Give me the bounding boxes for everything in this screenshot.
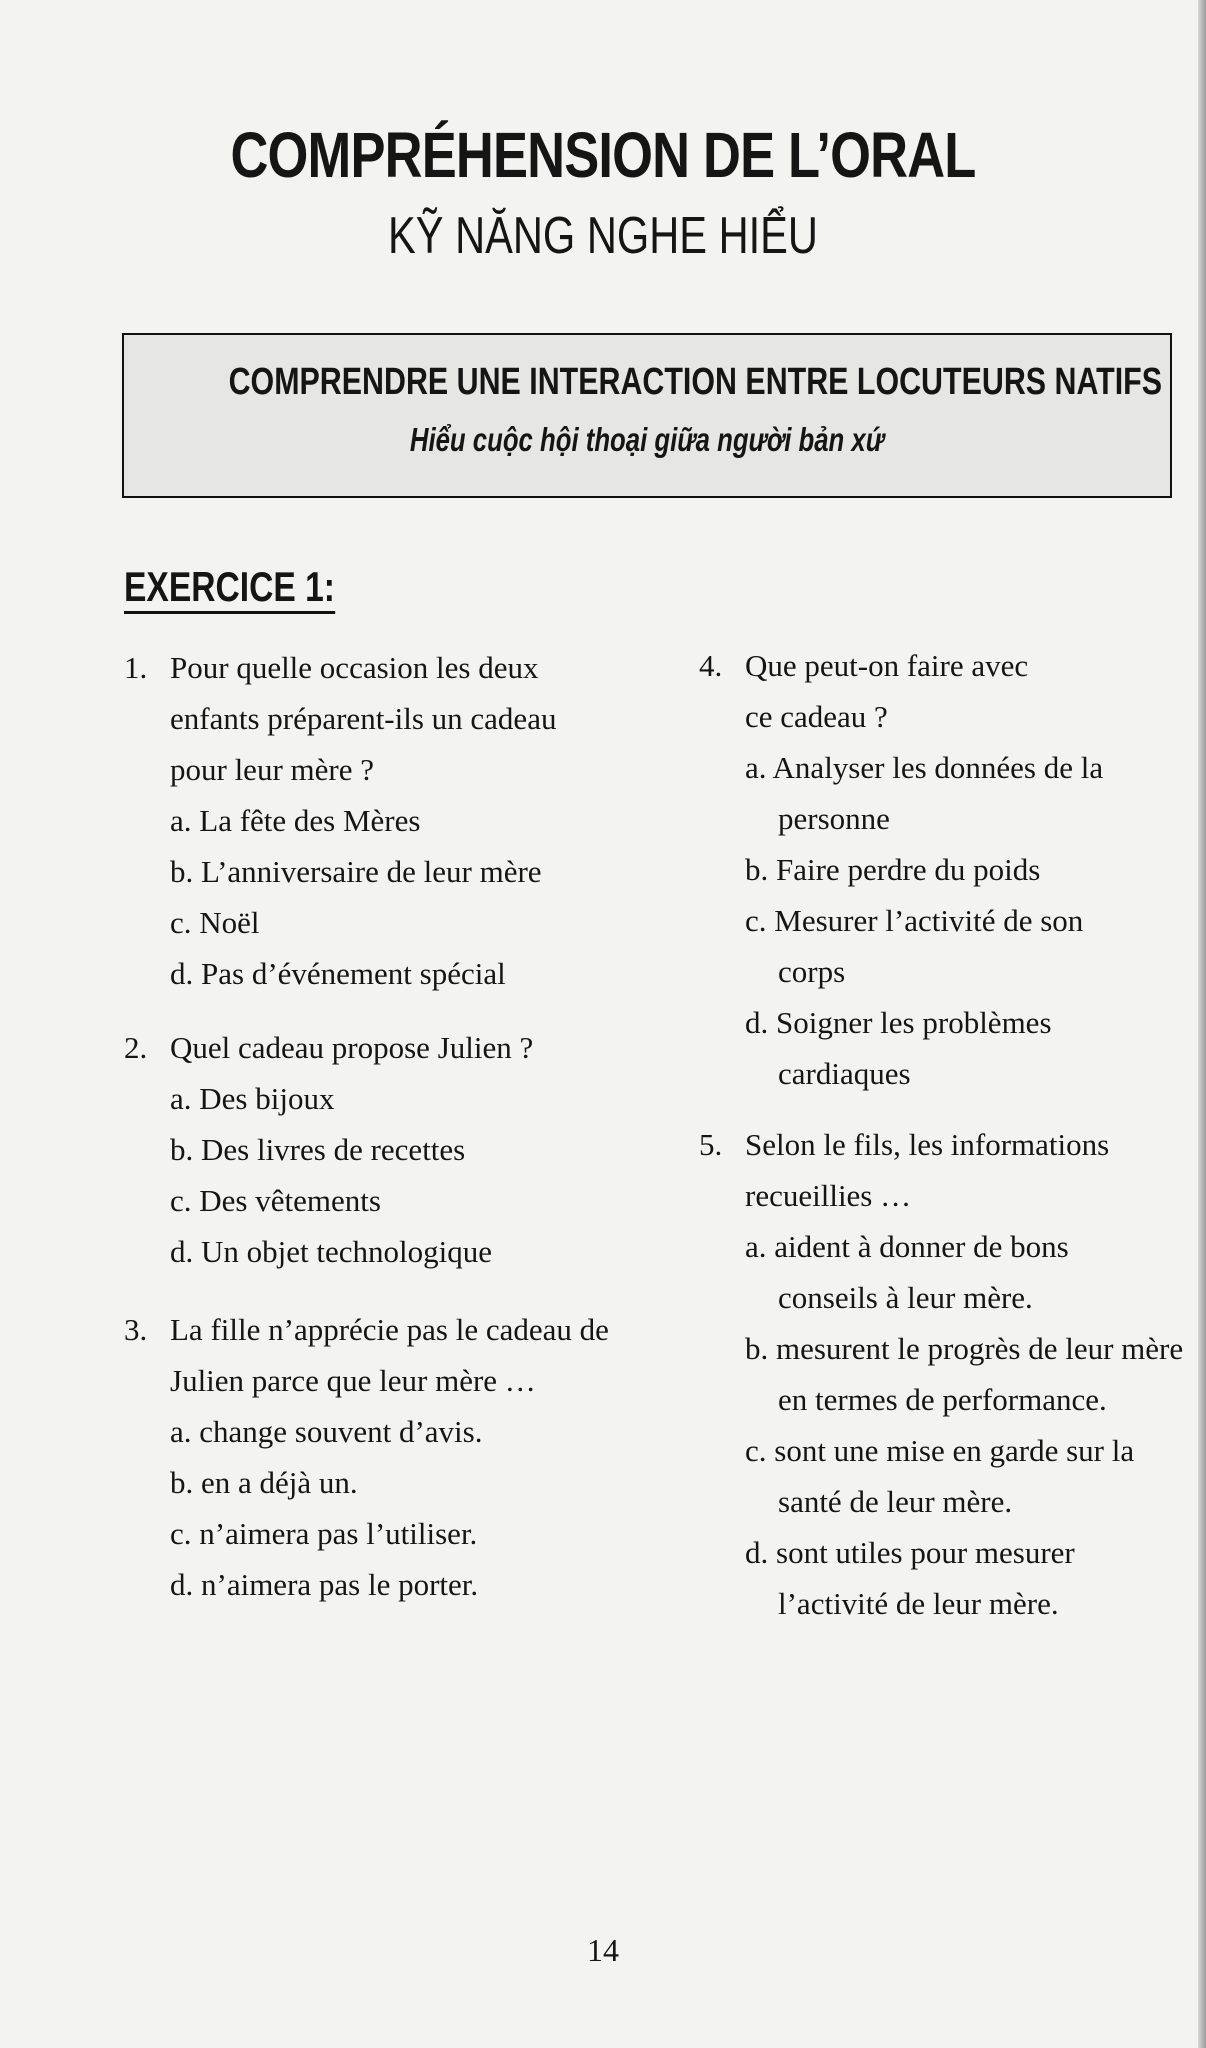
option: b. L’anniversaire de leur mère — [170, 854, 542, 889]
option: a. Analyser les données de la personne — [745, 750, 1104, 836]
question-stem: Que peut-on faire avec ce cadeau ? — [745, 648, 1029, 734]
question-4 — [699, 640, 1189, 1099]
question-stem: Pour quelle occasion les deux enfants préparent-ils un cadeau pour leur mère ? — [170, 650, 557, 787]
page-edge — [1198, 0, 1206, 2048]
option: b. Faire perdre du poids — [745, 852, 1041, 887]
option: d. Pas d’événement spécial — [170, 956, 506, 991]
question-number: 5. — [699, 1127, 723, 1162]
section-subtitle: Hiểu cuộc hội thoại giữa người bản xứ — [409, 421, 885, 458]
option: b. en a déjà un. — [170, 1465, 358, 1500]
question-stem: Quel cadeau propose Julien ? — [170, 1030, 534, 1065]
option: c. Des vêtements — [170, 1183, 381, 1218]
option: c. Noël — [170, 905, 260, 940]
option: c. sont une mise en garde sur la santé de leur mère. — [745, 1433, 1135, 1519]
option: b. Des livres de recettes — [170, 1132, 466, 1167]
option: d. Un objet technologique — [170, 1234, 492, 1269]
question-2 — [124, 1022, 644, 1277]
question-number: 2. — [124, 1030, 148, 1065]
option: a. aident à donner de bons conseils à leur mère. — [745, 1229, 1069, 1315]
question-number: 1. — [124, 650, 148, 685]
option: d. n’aimera pas le porter. — [170, 1567, 479, 1602]
question-stem: La fille n’apprécie pas le cadeau de Julien parce que leur mère … — [170, 1312, 609, 1398]
question-3 — [124, 1304, 644, 1610]
page-subtitle: KỸ NĂNG NGHE HIỂU — [388, 207, 818, 265]
option: c. Mesurer l’activité de son corps — [745, 903, 1084, 989]
page-number: 14 — [587, 1932, 619, 1968]
option: a. change souvent d’avis. — [170, 1414, 483, 1449]
question-number: 4. — [699, 648, 723, 683]
option: b. mesurent le progrès de leur mère en termes de performance. — [745, 1331, 1184, 1417]
page-title: COMPRÉHENSION DE L’ORAL — [230, 119, 976, 191]
question-5 — [699, 1119, 1189, 1629]
question-1 — [124, 642, 644, 999]
option: a. La fête des Mères — [170, 803, 421, 838]
exercise-heading: EXERCICE 1: — [124, 563, 335, 614]
option: d. Soigner les problèmes cardiaques — [745, 1005, 1052, 1091]
question-number: 3. — [124, 1312, 148, 1347]
question-stem: Selon le fils, les informations recueillies … — [745, 1127, 1110, 1213]
option: d. sont utiles pour mesurer l’activité de leur mère. — [745, 1535, 1075, 1621]
section-title: COMPRENDRE UNE INTERACTION ENTRE LOCUTEURS NATIFS — [228, 361, 1163, 403]
option: a. Des bijoux — [170, 1081, 335, 1116]
section-header-box — [122, 333, 1172, 498]
option: c. n’aimera pas l’utiliser. — [170, 1516, 478, 1551]
